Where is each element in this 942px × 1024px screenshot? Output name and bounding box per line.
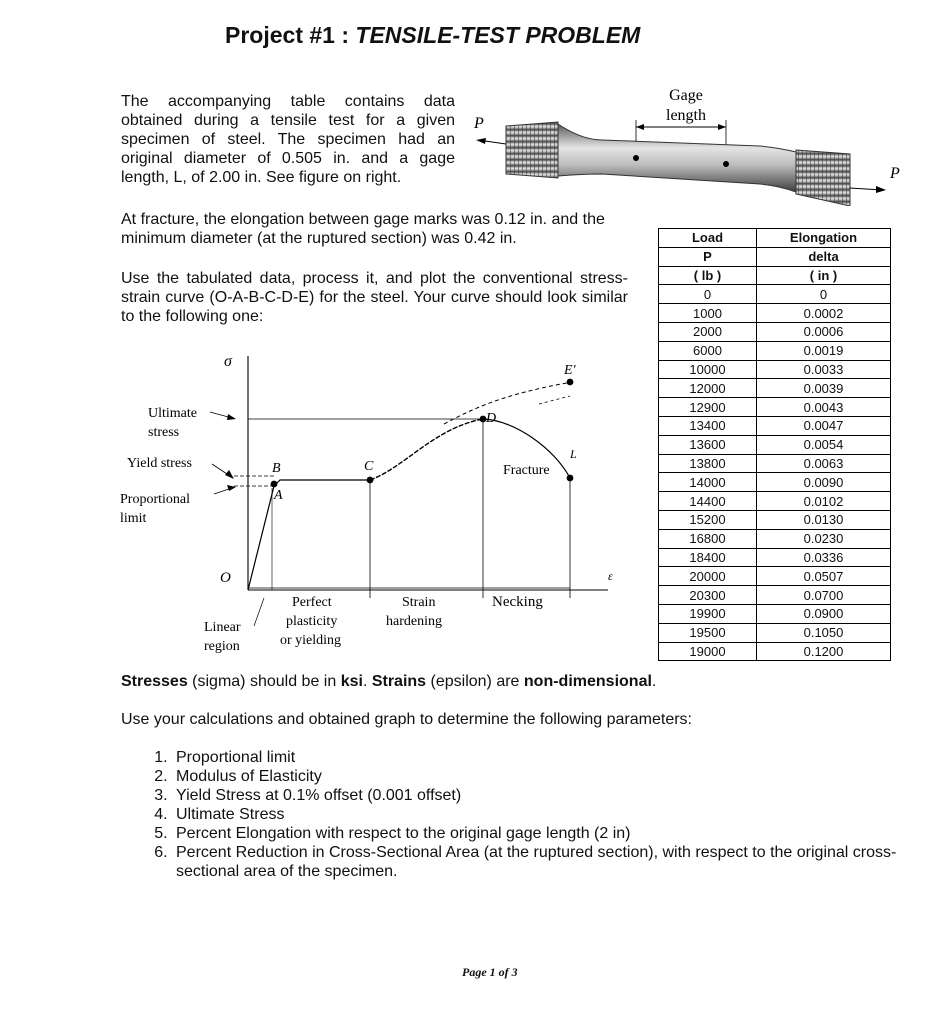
gage-mark-left [633, 155, 639, 161]
table-row [659, 642, 891, 661]
elongation-cell: 0.0033 [757, 360, 891, 379]
elongation-cell: 0.0507 [757, 567, 891, 586]
calculations-instruction: Use your calculations and obtained graph to determine the following parameters: [121, 711, 692, 728]
page-title: Project #1 : TENSILE-TEST PROBLEM [225, 22, 641, 48]
header-load: Load [659, 229, 757, 248]
perfect-plasticity-label-3: or yielding [280, 633, 342, 648]
label-e-prime: E' [564, 363, 576, 378]
stress-strain-diagram [114, 348, 638, 660]
load-cell: 6000 [659, 341, 757, 360]
header-elongation: Elongation [757, 229, 891, 248]
table-header-row [659, 229, 891, 248]
strain-hardening-label-1: Strain [402, 595, 436, 610]
list-item: 2. Modulus of Elasticity [172, 767, 932, 786]
table-row [659, 379, 891, 398]
elongation-cell: 0.0102 [757, 492, 891, 511]
label-b: B [272, 461, 281, 476]
page-number: Page 1 of 3 [462, 965, 518, 979]
linear-region-label-2: region [204, 639, 240, 654]
parameters-list [122, 748, 932, 881]
yield-stress-label: Yield stress [127, 456, 192, 471]
linear-segment [248, 486, 274, 590]
table-header-row [659, 247, 891, 266]
list-item: 4. Ultimate Stress [172, 805, 932, 824]
point-fracture [567, 475, 574, 482]
load-p-right: P [890, 165, 900, 182]
load-cell: 13400 [659, 416, 757, 435]
load-cell: 18400 [659, 548, 757, 567]
load-p-left: P [474, 115, 484, 132]
list-item: 5. Percent Elongation with respect to the original gage length (2 in) [172, 824, 932, 843]
table-row [659, 510, 891, 529]
ultimate-stress-label-2: stress [148, 425, 180, 440]
elongation-cell: 0.0019 [757, 341, 891, 360]
gage-label-line1: Gage [669, 87, 703, 104]
elongation-cell: 0.0900 [757, 604, 891, 623]
load-cell: 1000 [659, 304, 757, 323]
table-row [659, 322, 891, 341]
load-cell: 12000 [659, 379, 757, 398]
load-cell: 19000 [659, 642, 757, 661]
table-row [659, 341, 891, 360]
gage-mark-right [723, 161, 729, 167]
table-row [659, 623, 891, 642]
point-e-prime [567, 379, 574, 386]
strain-hardening-segment [370, 419, 483, 480]
specimen-figure [462, 82, 914, 206]
load-cell: 20000 [659, 567, 757, 586]
load-cell: 13800 [659, 454, 757, 473]
load-cell: 13600 [659, 435, 757, 454]
elongation-cell: 0.0039 [757, 379, 891, 398]
label-a: A [274, 488, 283, 503]
threaded-end-left [506, 122, 558, 178]
table-row [659, 360, 891, 379]
header-unit-in: ( in ) [757, 266, 891, 285]
data-table [658, 228, 891, 661]
table-row [659, 586, 891, 605]
load-cell: 0 [659, 285, 757, 304]
table-row [659, 604, 891, 623]
proportional-limit-label-2: limit [120, 511, 147, 526]
label-l: L [570, 447, 577, 461]
header-unit-lb: ( lb ) [659, 266, 757, 285]
units-note: Stresses (sigma) should be in ksi. Strains (epsilon) are non-dimensional. [121, 673, 657, 690]
load-cell: 10000 [659, 360, 757, 379]
intro-paragraph: The accompanying table contains data obtained during a tensile test for a given specimen of steel. The specimen had an original diameter of 0.505 in. and a gage length, L, of 2.00 in. See figure on right. [121, 93, 455, 186]
linear-region-label-1: Linear [204, 620, 241, 635]
gage-label-line2: length [666, 107, 706, 124]
table-row [659, 398, 891, 417]
table-row [659, 435, 891, 454]
table-row [659, 304, 891, 323]
elongation-cell: 0.0090 [757, 473, 891, 492]
list-item: 1. Proportional limit [172, 748, 932, 767]
strain-hardening-label-2: hardening [386, 614, 442, 629]
table-row [659, 492, 891, 511]
load-cell: 19500 [659, 623, 757, 642]
epsilon-label: ε [608, 569, 613, 583]
point-b [271, 481, 278, 488]
elongation-cell: 0.0006 [757, 322, 891, 341]
origin-label: O [220, 570, 231, 586]
sigma-label: σ [224, 353, 232, 370]
load-cell: 19900 [659, 604, 757, 623]
header-delta: delta [757, 247, 891, 266]
elongation-cell: 0.0054 [757, 435, 891, 454]
elongation-cell: 0.0063 [757, 454, 891, 473]
load-cell: 20300 [659, 586, 757, 605]
table-row [659, 529, 891, 548]
true-stress-curve [444, 382, 572, 424]
perfect-plasticity-label-2: plasticity [286, 614, 338, 629]
header-p: P [659, 247, 757, 266]
point-c [367, 477, 374, 484]
label-d: D [486, 411, 497, 426]
label-fracture: Fracture [503, 463, 550, 478]
elongation-cell: 0.0002 [757, 304, 891, 323]
load-cell: 16800 [659, 529, 757, 548]
table-row [659, 548, 891, 567]
fracture-paragraph: At fracture, the elongation between gage marks was 0.12 in. and the minimum diameter (at the ruptured section) was 0.42 in. [121, 211, 605, 247]
elongation-cell: 0.1050 [757, 623, 891, 642]
elongation-cell: 0.0130 [757, 510, 891, 529]
elongation-cell: 0.0230 [757, 529, 891, 548]
yielding-segment [274, 480, 370, 486]
label-c: C [364, 459, 374, 474]
proportional-limit-label-1: Proportional [120, 492, 190, 507]
necking-label: Necking [492, 594, 543, 610]
load-cell: 2000 [659, 322, 757, 341]
specimen-body [558, 124, 796, 192]
load-cell: 14000 [659, 473, 757, 492]
table-row [659, 285, 891, 304]
table-row [659, 473, 891, 492]
load-cell: 12900 [659, 398, 757, 417]
list-item: 6. Percent Reduction in Cross-Sectional Area (at the ruptured section), with respect to the original cross-sectional area of the specimen. [172, 843, 932, 881]
load-cell: 15200 [659, 510, 757, 529]
table-header-row [659, 266, 891, 285]
elongation-cell: 0.0047 [757, 416, 891, 435]
perfect-plasticity-label-1: Perfect [292, 595, 332, 610]
table-row [659, 567, 891, 586]
elongation-cell: 0.1200 [757, 642, 891, 661]
elongation-cell: 0.0700 [757, 586, 891, 605]
elongation-cell: 0.0336 [757, 548, 891, 567]
list-item: 3. Yield Stress at 0.1% offset (0.001 offset) [172, 786, 932, 805]
elongation-cell: 0 [757, 285, 891, 304]
table-row [659, 416, 891, 435]
threaded-end-right [796, 150, 850, 206]
elongation-cell: 0.0043 [757, 398, 891, 417]
table-row [659, 454, 891, 473]
load-cell: 14400 [659, 492, 757, 511]
ultimate-stress-label-1: Ultimate [148, 406, 197, 421]
instruction-paragraph: Use the tabulated data, process it, and plot the conventional stress-strain curve (O-A-B-C-D-E) for the steel. Your curve should look similar to the following one: [121, 270, 628, 325]
